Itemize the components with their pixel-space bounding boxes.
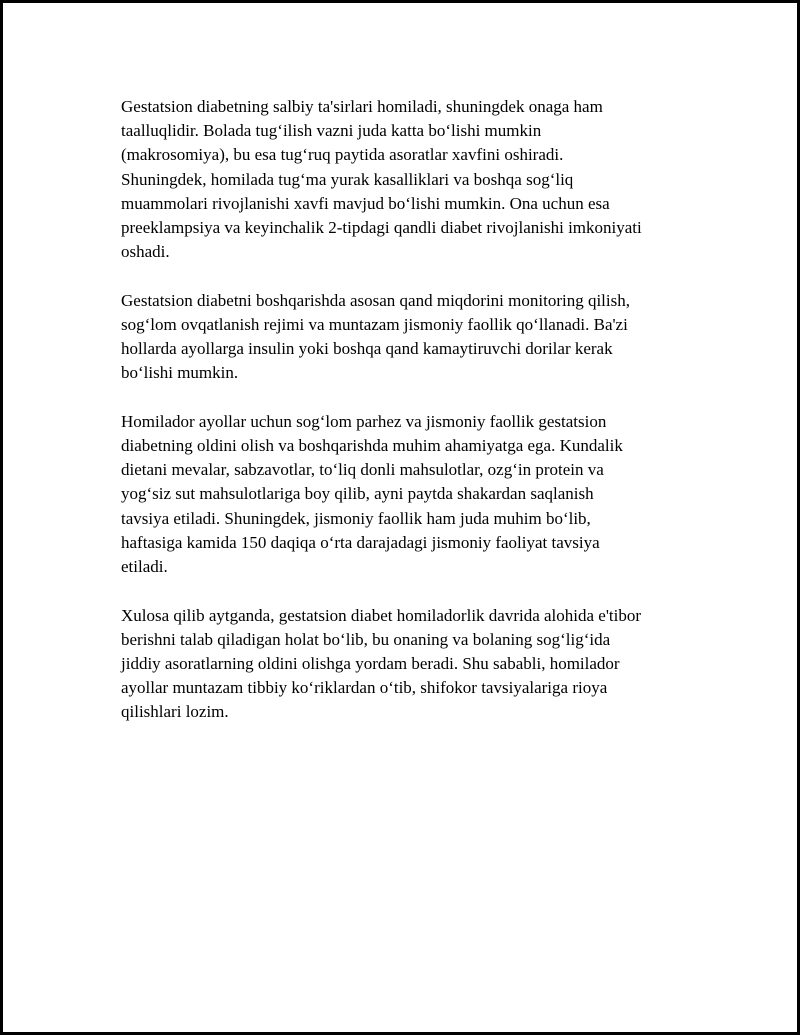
text-line: Shuningdek, homilada tug‘ma yurak kasalliklari va boshqa sog‘liq [121,169,574,189]
text-line: tavsiya etiladi. Shuningdek, jismoniy faollik ham juda muhim bo‘lib, [121,508,591,528]
text-line: haftasiga kamida 150 daqiqa o‘rta darajadagi jismoniy faoliyat tavsiya [121,532,600,552]
text-line: etiladi. [121,557,168,577]
paragraph-3 [121,410,689,579]
text-line: Gestatsion diabetni boshqarishda asosan qand miqdorini monitoring qilish, [121,290,630,310]
text-line: bo‘lishi mumkin. [121,363,239,383]
text-line: preeklampsiya va keyinchalik 2-tipdagi qandli diabet rivojlanishi imkoniyati [121,218,642,238]
paragraph-1 [121,95,689,264]
paragraph-4 [121,604,689,725]
text-line: berishni talab qiladigan holat bo‘lib, bu onaning va bolaning sog‘lig‘ida [121,629,611,649]
text-line: (makrosomiya), bu esa tug‘ruq paytida asoratlar xavfini oshiradi. [121,145,564,165]
text-line: jiddiy asoratlarning oldini olishga yordam beradi. Shu sababli, homilador [121,653,620,673]
text-line: muammolari rivojlanishi xavfi mavjud bo‘lishi mumkin. Ona uchun esa [121,193,610,213]
text-line: Homilador ayollar uchun sog‘lom parhez va jismoniy faollik gestatsion [121,411,607,431]
document-body [121,95,689,749]
text-line: diabetning oldini olish va boshqarishda muhim ahamiyatga ega. Kundalik [121,436,623,456]
text-line: oshadi. [121,242,170,262]
text-line: yog‘siz sut mahsulotlariga boy qilib, ayni paytda shakardan saqlanish [121,484,594,504]
text-line: hollarda ayollarga insulin yoki boshqa qand kamaytiruvchi dorilar kerak [121,339,613,359]
text-line: Gestatsion diabetning salbiy ta'sirlari homiladi, shuningdek onaga ham [121,97,603,116]
text-line: taalluqlidir. Bolada tug‘ilish vazni juda katta bo‘lishi mumkin [121,121,542,141]
text-line: qilishlari lozim. [121,702,229,722]
paragraph-2 [121,289,689,386]
text-line: sog‘lom ovqatlanish rejimi va muntazam jismoniy faollik qo‘llanadi. Ba'zi [121,314,628,334]
text-line: ayollar muntazam tibbiy ko‘riklardan o‘tib, shifokor tavsiyalariga rioya [121,678,608,698]
text-line: dietani mevalar, sabzavotlar, to‘liq donli mahsulotlar, ozg‘in protein va [121,460,604,480]
text-line: Xulosa qilib aytganda, gestatsion diabet homiladorlik davrida alohida e'tibor [121,605,642,625]
